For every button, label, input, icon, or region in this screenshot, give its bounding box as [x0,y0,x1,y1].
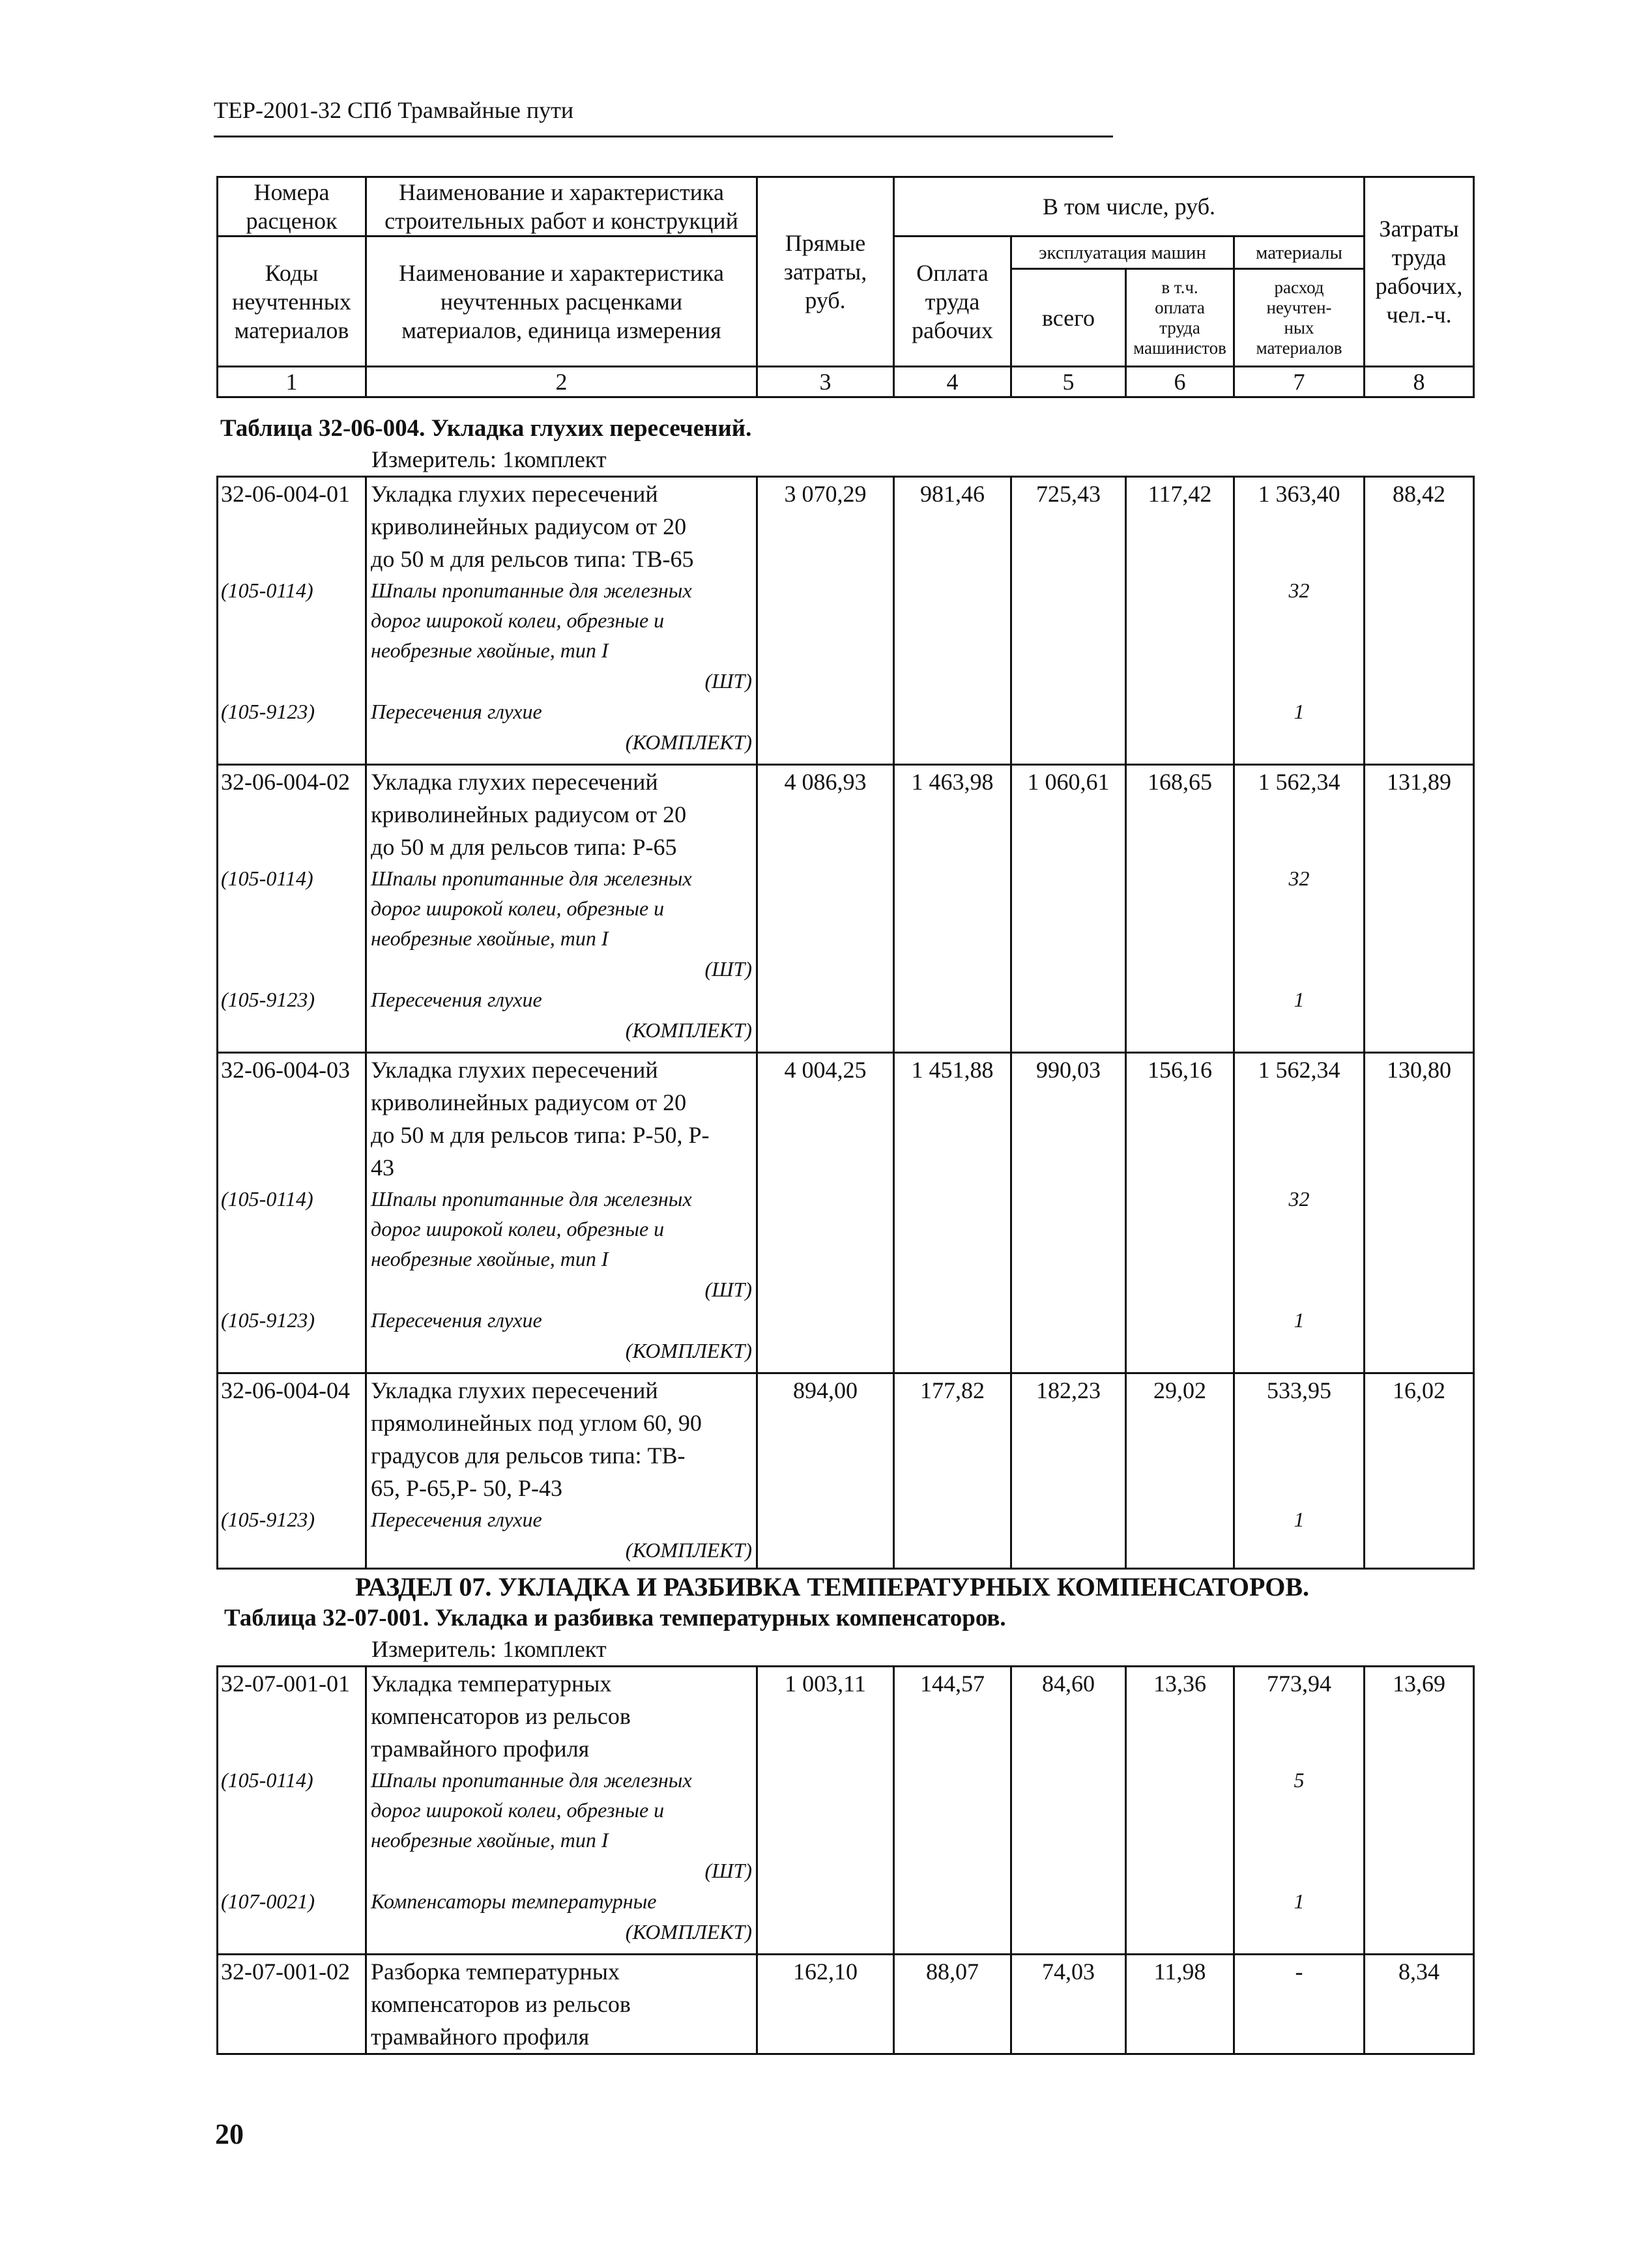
description-cell: Укладка глухих пересечений криволинейных радиусом от 20 до 50 м для рельсов типа: Р-50, Р- 43 Шпалы пропитанные для железных дорог широкой колеи, обрезные и необрезные хвойные, тип I (ШТ) Пересечения глухие (КОМПЛЕКТ) [366,1053,757,1373]
machine-cost: 1 060,61 [1011,765,1126,1053]
machinist-labor: 156,16 [1126,1053,1234,1373]
column-header-table [216,176,1475,398]
rate-code-cell: 32-06-004-01 (105-0114) (105-9123) [218,477,366,765]
table-row [218,1667,1474,1955]
col4-header: Оплата труда рабочих [894,237,1011,367]
direct-cost: 4 086,93 [757,765,894,1053]
col6-header: в т.ч. оплата труда машинистов [1126,269,1234,367]
description-cell: Укладка глухих пересечений криволинейных радиусом от 20 до 50 м для рельсов типа: Р-65 Шпалы пропитанные для железных дорог широкой колеи, обрезные и необрезные хвойные, тип I (ШТ) Пересечения глухие (КОМПЛЕКТ) [366,765,757,1053]
table-row [218,1373,1474,1569]
labor-hours: 16,02 [1365,1373,1474,1569]
machinist-labor: 168,65 [1126,765,1234,1053]
description-cell: Укладка температурных компенсаторов из рельсов трамвайного профиля Шпалы пропитанные для железных дорог широкой колеи, обрезные и необрезные хвойные, тип I (ШТ) Компенсаторы температурные (КОМПЛЕКТ) [366,1667,757,1955]
direct-cost: 4 004,25 [757,1053,894,1373]
table-32-06-004-title: Таблица 32-06-004. Укладка глухих пересечений. [220,415,752,442]
labor-hours: 88,42 [1365,477,1474,765]
rate-code-cell: 32-07-001-01 (105-0114) (107-0021) [218,1667,366,1955]
rate-code-cell: 32-06-004-04 (105-9123) [218,1373,366,1569]
table-32-06-004-measure: Измеритель: 1комплект [371,446,607,472]
description-cell: Укладка глухих пересечений прямолинейных под углом 60, 90 градусов для рельсов типа: ТВ- 65, Р-65,Р- 50, Р-43 Пересечения глухие (КОМПЛЕКТ) [366,1373,757,1569]
col7-header: расход неучтен- ных материалов [1234,269,1365,367]
table-32-07-001-measure: Измеритель: 1комплект [371,1636,607,1662]
machines-header: эксплуатация машин [1011,237,1234,269]
table-row [218,1955,1474,2054]
table-32-06-004 [216,476,1475,1570]
group-header: В том числе, руб. [894,177,1365,237]
rate-code-cell: 32-07-001-02 [218,1955,366,2054]
col-number: 4 [894,367,1011,397]
machine-cost: 74,03 [1011,1955,1126,2054]
col1-header-bottom: Коды неучтенных материалов [218,237,366,367]
col-number: 2 [366,367,757,397]
rate-code-cell: 32-06-004-03 (105-0114) (105-9123) [218,1053,366,1373]
header-rule [214,136,1113,137]
materials-cell: 1 562,34 32 1 [1234,1053,1365,1373]
labor-cost: 144,57 [894,1667,1011,1955]
description-cell: Укладка глухих пересечений криволинейных радиусом от 20 до 50 м для рельсов типа: ТВ-65 Шпалы пропитанные для железных дорог широкой колеи, обрезные и необрезные хвойные, тип I (ШТ) Пересечения глухие (КОМПЛЕКТ) [366,477,757,765]
direct-cost: 1 003,11 [757,1667,894,1955]
col1-header-top: Номера расценок [218,177,366,237]
labor-cost: 981,46 [894,477,1011,765]
machine-cost: 182,23 [1011,1373,1126,1569]
machinist-labor: 29,02 [1126,1373,1234,1569]
col-number: 7 [1234,367,1365,397]
section-07-title: РАЗДЕЛ 07. УКЛАДКА И РАЗБИВКА ТЕМПЕРАТУРНЫХ КОМПЕНСАТОРОВ. [355,1572,1310,1601]
rate-code-cell: 32-06-004-02 (105-0114) (105-9123) [218,765,366,1053]
labor-hours: 131,89 [1365,765,1474,1053]
materials-cell: 773,94 5 1 [1234,1667,1365,1955]
direct-cost: 894,00 [757,1373,894,1569]
machinist-labor: 11,98 [1126,1955,1234,2054]
col5-header: всего [1011,269,1126,367]
machine-cost: 990,03 [1011,1053,1126,1373]
materials-cell: 533,95 1 [1234,1373,1365,1569]
machinist-labor: 117,42 [1126,477,1234,765]
direct-cost: 162,10 [757,1955,894,2054]
col-number: 1 [218,367,366,397]
table-row [218,1053,1474,1373]
labor-hours: 130,80 [1365,1053,1474,1373]
labor-hours: 8,34 [1365,1955,1474,2054]
page-number: 20 [215,2118,244,2150]
document-header: ТЕР-2001-32 СПб Трамвайные пути [214,97,574,123]
materials-header: материалы [1234,237,1365,269]
machinist-labor: 13,36 [1126,1667,1234,1955]
labor-cost: 177,82 [894,1373,1011,1569]
col-number: 6 [1126,367,1234,397]
col-number: 3 [757,367,894,397]
col-number: 5 [1011,367,1126,397]
col-number: 8 [1365,367,1474,397]
col2-header-bottom: Наименование и характеристика неучтенных расценками материалов, единица измерения [366,237,757,367]
table-row [218,765,1474,1053]
machine-cost: 725,43 [1011,477,1126,765]
col8-header: Затраты труда рабочих, чел.-ч. [1365,177,1474,367]
labor-cost: 1 451,88 [894,1053,1011,1373]
col2-header-top: Наименование и характеристика строительных работ и конструкций [366,177,757,237]
labor-hours: 13,69 [1365,1667,1474,1955]
materials-cost: - [1234,1955,1365,2054]
direct-cost: 3 070,29 [757,477,894,765]
materials-cell: 1 363,40 32 1 [1234,477,1365,765]
col3-header: Прямые затраты, руб. [757,177,894,367]
materials-cell: 1 562,34 32 1 [1234,765,1365,1053]
table-32-07-001 [216,1665,1475,2055]
table-row [218,477,1474,765]
labor-cost: 1 463,98 [894,765,1011,1053]
table-32-07-001-title: Таблица 32-07-001. Укладка и разбивка температурных компенсаторов. [224,1605,1006,1631]
description-cell: Разборка температурных компенсаторов из рельсов трамвайного профиля [366,1955,757,2054]
machine-cost: 84,60 [1011,1667,1126,1955]
labor-cost: 88,07 [894,1955,1011,2054]
